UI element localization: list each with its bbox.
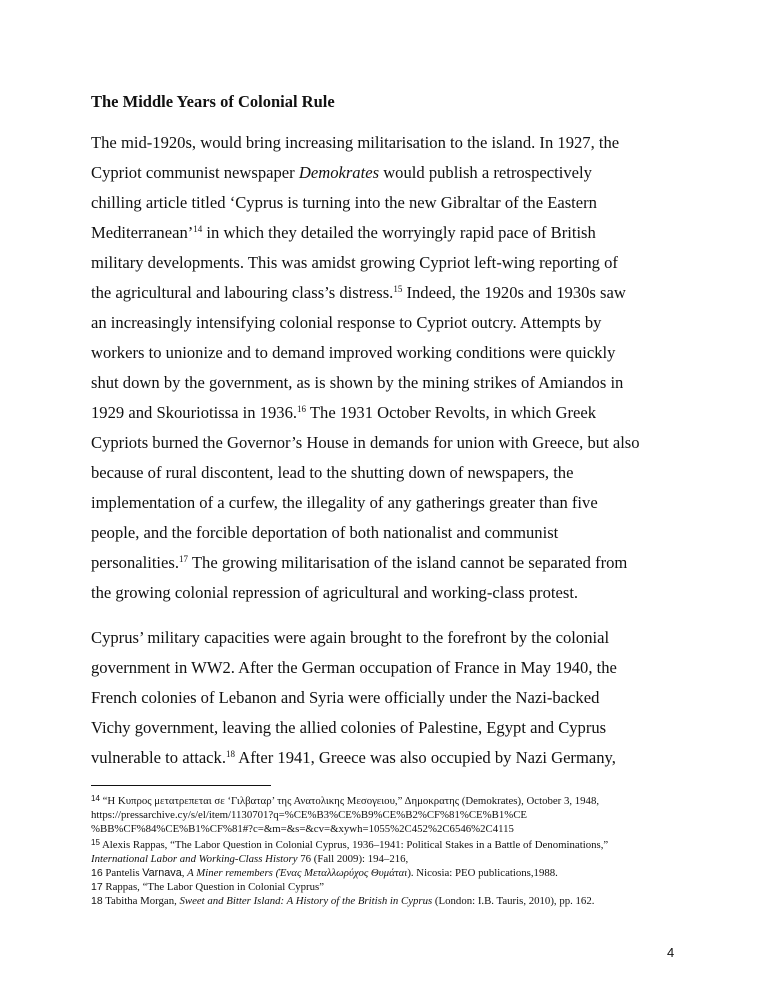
page-number: 4 (667, 945, 675, 960)
text-run: vulnerable to attack. (91, 748, 226, 767)
footnote-number: 16 (91, 867, 103, 879)
footnote-17 (91, 880, 711, 894)
footnote-ref-18[interactable]: 18 (226, 749, 235, 759)
text-run: Cypriot communist newspaper (91, 163, 299, 182)
footnote-separator (91, 785, 271, 786)
text-run: 1929 and Skouriotissa in 1936. (91, 403, 298, 422)
text-line: shut down by the government, as is shown by the mining strikes of Amiandos in (91, 373, 624, 392)
journal-title: International Labor and Working-Class History (91, 853, 298, 865)
text-line: government in WW2. After the German occupation of France in May 1940, the (91, 658, 617, 677)
footnote-ref-15[interactable]: 15 (393, 284, 403, 294)
footnote-number: 17 (91, 881, 103, 893)
footnote-14 (91, 792, 711, 808)
footnote-text: Pantelis (102, 867, 143, 879)
text-run: Indeed, the 1920s and 1930s saw (402, 283, 626, 302)
footnote-text: (London: I.B. Tauris, 2010), pp. 162. (432, 895, 595, 907)
footnote-text: Alexis Rappas, “The Labor Question in Colonial Cyprus, 1936–1941: Political Stakes in a Battle of Denominations,” (99, 839, 609, 851)
text-line (91, 548, 691, 578)
paragraph-2 (91, 623, 691, 773)
text-line: an increasingly intensifying colonial response to Cypriot outcry. Attempts by (91, 313, 602, 332)
text-line: chilling article titled ‘Cyprus is turning into the new Gibraltar of the Eastern (91, 193, 597, 212)
book-title: Sweet and Bitter Island: A History of the British in Cyprus (179, 895, 433, 907)
footnote-18 (91, 894, 711, 908)
footnote-14-url-cont[interactable]: %BB%CF%84%CE%B1%CF%81#?c=&m=&s=&cv=&xywh=1055%2C452%2C6546%2C4115 (91, 823, 514, 835)
author-name: Varnava (142, 867, 182, 879)
footnote-text: 76 (Fall 2009): 194–216, (297, 853, 409, 865)
text-run: Mediterranean’ (91, 223, 194, 242)
text-line: because of rural discontent, lead to the shutting down of newspapers, the (91, 463, 574, 482)
footnote-number: 15 (91, 838, 100, 847)
text-run: the agricultural and labouring class’s distress. (91, 283, 394, 302)
footnote-15-cont (91, 852, 711, 866)
text-line: French colonies of Lebanon and Syria were officially under the Nazi-backed (91, 688, 600, 707)
footnotes (91, 792, 711, 908)
text-run: The 1931 October Revolts, in which Greek (306, 403, 597, 422)
footnote-text: ). Nicosia: PEO publications,1988. (407, 867, 558, 879)
footnote-text: Tabitha Morgan, (102, 895, 180, 907)
text-line (91, 158, 691, 188)
text-run: The growing militarisation of the island cannot be separated from (188, 553, 628, 572)
footnote-text: Rappas, “The Labor Question in Colonial Cyprus” (102, 881, 324, 893)
footnote-ref-16[interactable]: 16 (297, 404, 307, 414)
footnote-text: , (181, 867, 188, 879)
newspaper-title: Demokrates (298, 163, 380, 182)
text-line (91, 398, 691, 428)
text-line: the growing colonial repression of agricultural and working-class protest. (91, 583, 579, 602)
section-heading: The Middle Years of Colonial Rule (91, 92, 335, 111)
footnote-text: “Η Κυπρος μετατρεπεται σε ‘Γιλβαταρ’ της Ανατολικης Μεσογειου,” Δημοκρατης (Demokrates), October 3, 1948, (99, 795, 600, 807)
footnote-ref-14[interactable]: 14 (193, 224, 203, 234)
text-line: workers to unionize and to demand improved working conditions were quickly (91, 343, 616, 362)
text-line (91, 743, 691, 773)
book-title: A Miner remembers (Ένας Μεταλλωρύχος Θυμάται (187, 867, 408, 879)
text-line (91, 278, 691, 308)
text-run: After 1941, Greece was also occupied by Nazi Germany, (235, 748, 616, 767)
text-line: Cypriots burned the Governor’s House in demands for union with Greece, but also (91, 433, 640, 452)
footnote-16 (91, 866, 711, 880)
text-line: military developments. This was amidst growing Cypriot left-wing reporting of (91, 253, 618, 272)
footnote-number: 18 (91, 895, 103, 907)
text-line: Vichy government, leaving the allied colonies of Palestine, Egypt and Cyprus (91, 718, 607, 737)
footnote-15 (91, 836, 711, 852)
text-line: implementation of a curfew, the illegality of any gatherings greater than five (91, 493, 598, 512)
text-line: people, and the forcible deportation of both nationalist and communist (91, 523, 559, 542)
text-run: in which they detailed the worryingly rapid pace of British (202, 223, 596, 242)
footnote-14-url[interactable]: https://pressarchive.cy/s/el/item/1130701?q=%CE%B3%CE%B9%CE%B2%CF%81%CE%B1%CE (91, 809, 528, 821)
text-run: would publish a retrospectively (379, 163, 592, 182)
text-line: Cyprus’ military capacities were again brought to the forefront by the colonial (91, 628, 610, 647)
text-line (91, 218, 691, 248)
text-run: personalities. (91, 553, 180, 572)
footnote-ref-17[interactable]: 17 (179, 554, 189, 564)
text-line: The mid-1920s, would bring increasing militarisation to the island. In 1927, the (91, 133, 620, 152)
footnote-number: 14 (91, 794, 100, 803)
paragraph-1 (91, 128, 691, 608)
